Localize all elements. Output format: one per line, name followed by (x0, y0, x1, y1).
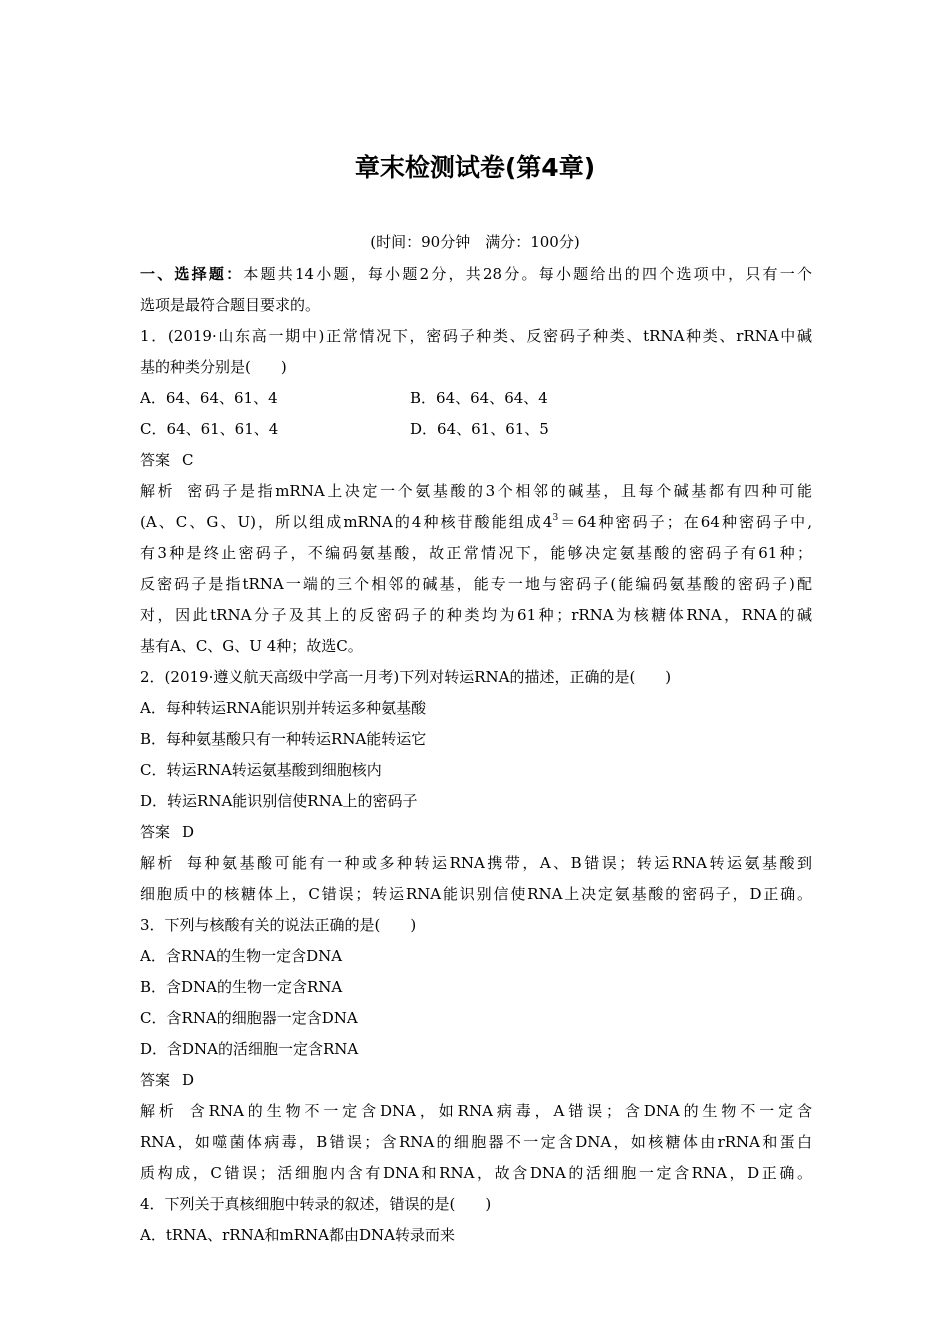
section-intro-line-1: 一、选择题：本题共14小题，每小题2分，共28分。每小题给出的四个选项中，只有一个 (140, 265, 812, 283)
analysis-label: 解析 (140, 482, 176, 500)
answer-value: D (182, 823, 195, 841)
analysis-label: 解析 (140, 1102, 178, 1120)
question-1-analysis-3: 有3种是终止密码子，不编码氨基酸，故正常情况下，能够决定氨基酸的密码子有61种； (140, 544, 812, 562)
question-1-option-d: D．64、61、61、5 (410, 420, 549, 438)
document-body (140, 259, 812, 1251)
question-2-option-c: C．转运RNA转运氨基酸到细胞核内 (140, 761, 382, 779)
question-1-stem-cont: 基的种类分别是( ) (140, 358, 287, 376)
question-1-analysis-1: 解析 密码子是指mRNA上决定一个氨基酸的3个相邻的碱基，且每个碱基都有四种可能 (140, 482, 812, 500)
question-3-analysis-3: 质构成，C错误；活细胞内含有DNA和RNA，故含DNA的活细胞一定含RNA，D正确。 (140, 1164, 812, 1182)
answer-value: D (182, 1071, 195, 1089)
question-2-option-d: D．转运RNA能识别信使RNA上的密码子 (140, 792, 418, 810)
question-2-option-a: A．每种转运RNA能识别并转运多种氨基酸 (140, 699, 427, 717)
question-1-option-a: A．64、64、61、4 (140, 389, 278, 407)
question-3-option-d: D．含DNA的活细胞一定含RNA (140, 1040, 359, 1058)
question-3-analysis-1: 解析 含RNA的生物不一定含DNA，如RNA病毒，A错误；含DNA的生物不一定含 (140, 1102, 812, 1120)
question-4-stem: 4．下列关于真核细胞中转录的叙述，错误的是( ) (140, 1195, 492, 1213)
analysis-label: 解析 (140, 854, 176, 872)
question-2-option-b: B．每种氨基酸只有一种转运RNA能转运它 (140, 730, 427, 748)
question-3-option-c: C．含RNA的细胞器一定含DNA (140, 1009, 358, 1027)
section-heading: 一、选择题： (140, 265, 244, 283)
question-1-analysis-5: 对，因此tRNA分子及其上的反密码子的种类均为61种；rRNA为核糖体RNA，RNA的碱 (140, 606, 812, 624)
question-3-stem: 3．下列与核酸有关的说法正确的是( ) (140, 916, 417, 934)
question-1-option-b: B．64、64、64、4 (410, 389, 548, 407)
question-1-options-row-2 (140, 414, 812, 445)
question-3-option-a: A．含RNA的生物一定含DNA (140, 947, 343, 965)
exam-time-score: (时间：90分钟 满分：100分) (370, 233, 580, 251)
question-2-stem: 2．(2019·遵义航天高级中学高一月考)下列对转运RNA的描述，正确的是( ) (140, 668, 672, 686)
question-3-answer (140, 1065, 812, 1096)
question-1-stem: 1．(2019·山东高一期中)正常情况下，密码子种类、反密码子种类、tRNA种类、rRNA中碱 (140, 327, 812, 345)
question-2-analysis-2: 细胞质中的核糖体上，C错误；转运RNA能识别信使RNA上决定氨基酸的密码子，D正确。 (140, 885, 812, 903)
question-1-option-c: C．64、61、61、4 (140, 420, 279, 438)
question-3-analysis-2: RNA，如噬菌体病毒，B错误；含RNA的细胞器不一定含DNA，如核糖体由rRNA和蛋白 (140, 1133, 812, 1151)
page-title: 章末检测试卷(第4章) (354, 153, 596, 182)
question-1-analysis-6: 基有A、C、G、U 4种；故选C。 (140, 637, 363, 655)
question-2-answer (140, 817, 812, 848)
question-4-option-a: A．tRNA、rRNA和mRNA都由DNA转录而来 (140, 1226, 455, 1244)
answer-label: 答案 (140, 823, 171, 841)
answer-label: 答案 (140, 451, 171, 469)
answer-value: C (182, 451, 194, 469)
question-1-analysis-2: (A、C、G、U)，所以组成mRNA的4种核苷酸能组成$4^3=64$种密码子；在64种密码子中, (140, 513, 812, 531)
question-1-answer (140, 445, 812, 476)
question-1-options-row-1 (140, 383, 812, 414)
question-3-option-b: B．含DNA的生物一定含RNA (140, 978, 343, 996)
exponent: 3 (552, 513, 559, 523)
section-intro-line-2: 选项是最符合题目要求的。 (140, 296, 321, 314)
question-1-analysis-4: 反密码子是指tRNA一端的三个相邻的碱基，能专一地与密码子(能编码氨基酸的密码子)配 (140, 575, 812, 593)
question-2-analysis-1: 解析 每种氨基酸可能有一种或多种转运RNA携带，A、B错误；转运RNA转运氨基酸到 (140, 854, 812, 872)
answer-label: 答案 (140, 1071, 171, 1089)
